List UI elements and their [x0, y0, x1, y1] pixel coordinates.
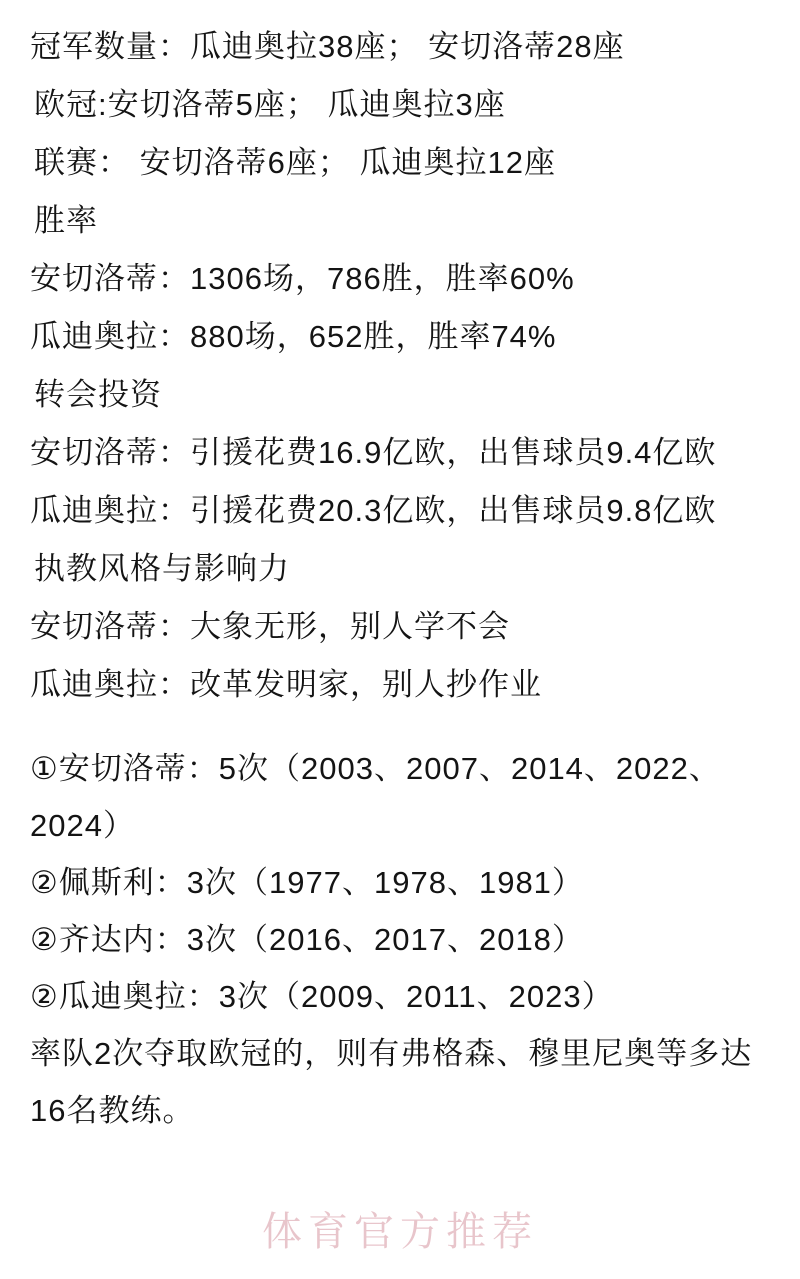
- text-line: 欧冠:安切洛蒂5座； 瓜迪奥拉3座: [34, 87, 506, 122]
- ranking-item: ②齐达内：3次（2016、2017、2018）: [30, 922, 584, 957]
- section-titles: [30, 18, 770, 192]
- section-win-rate: [30, 192, 770, 366]
- section-heading: 胜率: [34, 203, 98, 238]
- section-transfers: [30, 366, 770, 540]
- text-line: 瓜迪奥拉：880场，652胜，胜率74%: [30, 319, 557, 354]
- section-ucl-ranking: [30, 740, 770, 1139]
- text-line: 联赛： 安切洛蒂6座； 瓜迪奥拉12座: [34, 145, 556, 180]
- text-line: 冠军数量：瓜迪奥拉38座； 安切洛蒂28座: [30, 29, 625, 64]
- ranking-item: ②瓜迪奥拉：3次（2009、2011、2023）: [30, 979, 614, 1014]
- ranking-item: ②佩斯利：3次（1977、1978、1981）: [30, 865, 584, 900]
- text-line: 安切洛蒂：1306场，786胜，胜率60%: [30, 261, 575, 296]
- section-heading: 转会投资: [34, 377, 162, 412]
- text-line: 瓜迪奥拉：引援花费20.3亿欧，出售球员9.8亿欧: [30, 493, 717, 528]
- watermark-text: 体育官方推荐: [262, 1210, 538, 1254]
- section-style: [30, 540, 770, 714]
- section-spacer: [30, 714, 770, 740]
- ranking-item: ①安切洛蒂：5次（2003、2007、2014、2022、2024）: [30, 751, 721, 843]
- section-heading: 执教风格与影响力: [34, 551, 290, 586]
- text-line: 安切洛蒂：引援花费16.9亿欧，出售球员9.4亿欧: [30, 435, 717, 470]
- text-line: 安切洛蒂：大象无形，别人学不会: [30, 609, 510, 644]
- ranking-footnote: 率队2次夺取欧冠的，则有弗格森、穆里尼奥等多达16名教练。: [30, 1036, 753, 1128]
- text-line: 瓜迪奥拉：改革发明家，别人抄作业: [30, 667, 542, 702]
